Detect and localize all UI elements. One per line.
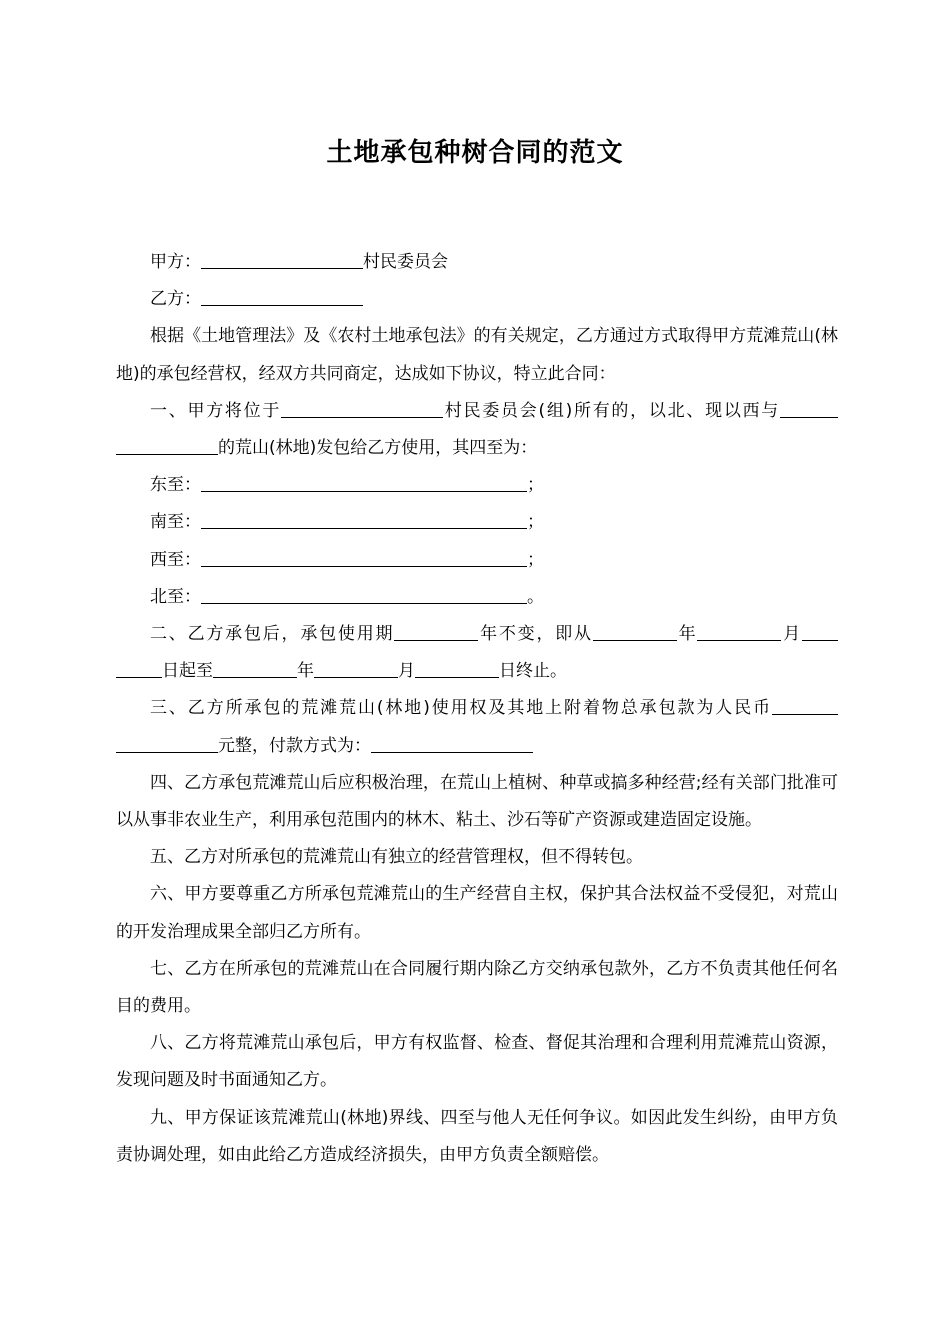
boundary-north-end: 。 — [527, 586, 544, 607]
start-day-unit: 日起至 — [162, 661, 213, 682]
payment-method-blank — [371, 734, 533, 753]
end-day-blank — [415, 659, 499, 678]
start-day-blank-a — [802, 622, 838, 641]
contract-body — [116, 244, 838, 1174]
boundary-south-label: 南至： — [150, 512, 201, 533]
boundary-east-line — [116, 467, 838, 504]
party-a-blank — [201, 250, 363, 269]
party-a-line — [116, 244, 838, 281]
location-blank — [281, 399, 443, 418]
clause-3-text-a: 三、乙方所承包的荒滩荒山(林地)使用权及其地上附着物总承包款为人民币 — [150, 698, 772, 719]
amount-blank-b — [116, 734, 218, 753]
boundary-west-line — [116, 542, 838, 579]
boundary-east-label: 东至： — [150, 475, 201, 496]
clause-3-text-b: 元整，付款方式为： — [218, 735, 371, 756]
boundary-east-end: ； — [527, 475, 544, 496]
clause-3-paragraph — [116, 690, 838, 764]
document-title: 土地承包种树合同的范文 — [326, 138, 624, 168]
party-a-label: 甲方： — [150, 252, 201, 272]
west-neighbor-blank-b — [116, 436, 218, 455]
boundary-north-blank — [201, 585, 527, 604]
clause-1-text-b: 村民委员会(组)所有的，以北、现以西与 — [443, 400, 781, 421]
party-b-blank — [201, 287, 363, 306]
end-year-unit: 年 — [297, 661, 314, 682]
clause-2-paragraph — [116, 616, 838, 690]
amount-blank-a — [772, 696, 838, 715]
clause-8-paragraph: 八、乙方将荒滩荒山承包后，甲方有权监督、检查、督促其治理和合理利用荒滩荒山资源，发现问题及时书面通知乙方。 — [116, 1033, 838, 1091]
start-year-blank — [593, 622, 677, 641]
boundary-south-blank — [201, 510, 527, 529]
clause-9-paragraph: 九、甲方保证该荒滩荒山(林地)界线、四至与他人无任何争议。如因此发生纠纷，由甲方负责协调处理，如由此给乙方造成经济损失，由甲方负责全额赔偿。 — [116, 1107, 838, 1165]
clause-1-text-a: 一、甲方将位于 — [150, 400, 282, 421]
boundary-west-end: ； — [527, 549, 544, 570]
clause-2-text-b: 年不变，即从 — [478, 624, 593, 645]
boundary-south-end: ； — [527, 512, 544, 533]
boundary-west-blank — [201, 548, 527, 567]
party-b-label: 乙方： — [150, 289, 201, 310]
boundary-south-line — [116, 504, 838, 541]
term-years-blank — [394, 622, 478, 641]
clause-2-text-a: 二、乙方承包后，承包使用期 — [150, 624, 395, 645]
clause-7-paragraph: 七、乙方在所承包的荒滩荒山在合同履行期内除乙方交纳承包款外，乙方不负责其他任何名目的费用。 — [116, 958, 838, 1017]
boundary-east-blank — [201, 473, 527, 492]
party-b-line — [116, 281, 838, 318]
start-year-unit: 年 — [676, 624, 698, 645]
end-month-blank — [314, 659, 398, 678]
preamble-paragraph: 根据《土地管理法》及《农村土地承包法》的有关规定，乙方通过方式取得甲方荒滩荒山(林地)的承包经营权，经双方共同商定，达成如下协议，特立此合同： — [116, 326, 838, 384]
start-day-blank-b — [116, 659, 162, 678]
boundary-north-line — [116, 579, 838, 616]
start-month-blank — [697, 622, 781, 641]
end-year-blank — [213, 659, 297, 678]
start-month-unit: 月 — [781, 624, 803, 645]
end-day-unit: 日终止。 — [499, 661, 567, 682]
boundary-west-label: 西至： — [150, 549, 201, 570]
clause-4-paragraph: 四、乙方承包荒滩荒山后应积极治理，在荒山上植树、种草或搞多种经营;经有关部门批准可以从事非农业生产，利用承包范围内的林木、粘土、沙石等矿产资源或建造固定设施。 — [116, 772, 838, 831]
clause-1-paragraph — [116, 393, 838, 467]
clause-6-paragraph: 六、甲方要尊重乙方所承包荒滩荒山的生产经营自主权，保护其合法权益不受侵犯，对荒山的开发治理成果全部归乙方所有。 — [116, 884, 838, 942]
west-neighbor-blank-a — [780, 399, 838, 418]
end-month-unit: 月 — [398, 661, 415, 682]
clause-1-text-c: 的荒山(林地)发包给乙方使用，其四至为： — [218, 438, 538, 459]
party-a-suffix: 村民委员会 — [363, 252, 448, 272]
boundary-north-label: 北至： — [150, 586, 201, 607]
clause-5-paragraph: 五、乙方对所承包的荒滩荒山有独立的经营管理权，但不得转包。 — [150, 847, 643, 868]
